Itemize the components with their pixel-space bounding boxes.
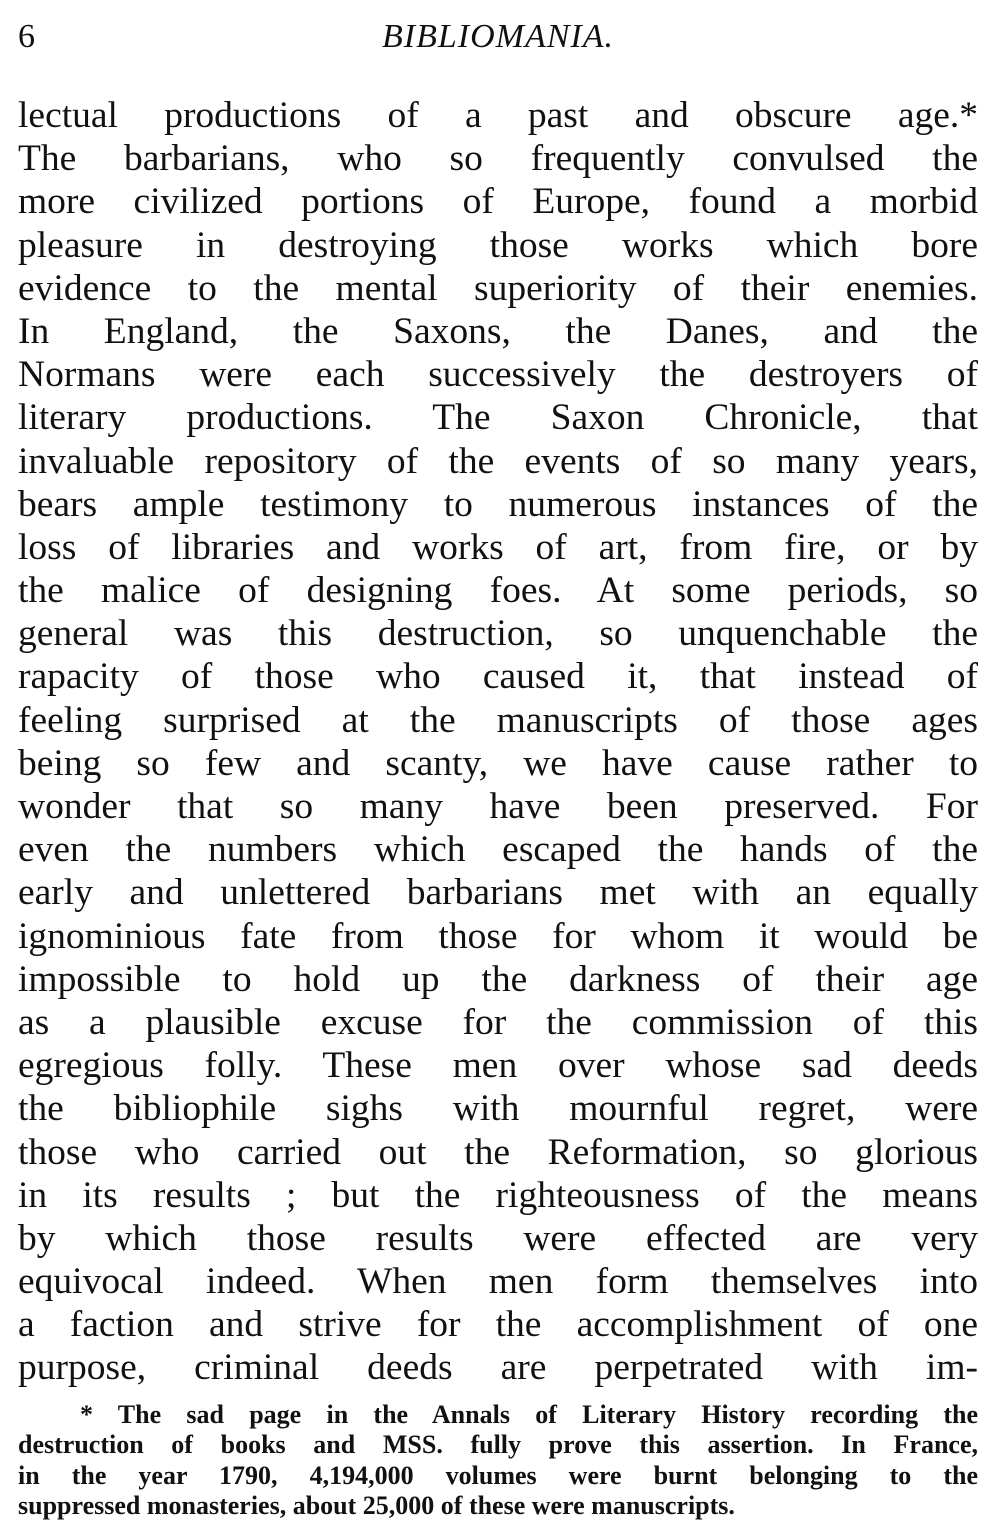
text-line: equivocal indeed. When men form themselves into bbox=[18, 1261, 978, 1303]
text-line: the bibliophile sighs with mournful regret, were bbox=[18, 1088, 978, 1130]
text-line: invaluable repository of the events of so many years, bbox=[18, 440, 978, 482]
footnote-line: suppressed monasteries, about 25,000 of these were manuscripts. bbox=[18, 1491, 735, 1521]
footnote-line: in the year 1790, 4,194,000 volumes were burnt belonging to the bbox=[18, 1460, 978, 1490]
footnote-line: destruction of books and MSS. fully prove this assertion. In France, bbox=[18, 1430, 978, 1460]
text-line: Normans were each successively the destroyers of bbox=[18, 354, 978, 396]
text-line: general was this destruction, so unquenchable the bbox=[18, 613, 978, 655]
text-line: egregious folly. These men over whose sad deeds bbox=[18, 1045, 978, 1087]
text-line: as a plausible excuse for the commission of this bbox=[18, 1001, 978, 1043]
page-number: 6 bbox=[18, 18, 35, 55]
text-line: those who carried out the Reformation, so glorious bbox=[18, 1131, 978, 1173]
text-line: In England, the Saxons, the Danes, and the bbox=[18, 310, 978, 352]
text-line: bears ample testimony to numerous instances of the bbox=[18, 483, 978, 525]
footnote bbox=[18, 1400, 978, 1522]
text-line: pleasure in destroying those works which bore bbox=[18, 224, 978, 266]
body-text bbox=[18, 94, 978, 1390]
text-line: feeling surprised at the manuscripts of those ages bbox=[18, 699, 978, 741]
book-page bbox=[18, 14, 978, 1522]
text-line: ignominious fate from those for whom it would be bbox=[18, 915, 978, 957]
text-line: literary productions. The Saxon Chronicle, that bbox=[18, 397, 978, 439]
running-title: BIBLIOMANIA. bbox=[381, 18, 614, 55]
text-line: early and unlettered barbarians met with an equally bbox=[18, 872, 978, 914]
text-line: by which those results were effected are very bbox=[18, 1217, 978, 1259]
text-line: even the numbers which escaped the hands of the bbox=[18, 829, 978, 871]
text-line: in its results ; but the righteousness of the means bbox=[18, 1174, 978, 1216]
text-line: being so few and scanty, we have cause rather to bbox=[18, 742, 978, 784]
text-line: wonder that so many have been preserved. For bbox=[18, 786, 978, 827]
text-line: evidence to the mental superiority of their enemies. bbox=[18, 267, 978, 309]
text-line: a faction and strive for the accomplishment of one bbox=[18, 1304, 978, 1346]
footnote-line: * The sad page in the Annals of Literary History recording the bbox=[80, 1399, 978, 1429]
text-line: loss of libraries and works of art, from fire, or by bbox=[18, 526, 978, 568]
text-line: more civilized portions of Europe, found a morbid bbox=[18, 181, 978, 223]
text-line: impossible to hold up the darkness of their age bbox=[18, 958, 978, 1000]
running-head bbox=[18, 14, 978, 60]
text-line: purpose, criminal deeds are perpetrated with im- bbox=[18, 1347, 978, 1389]
text-line: The barbarians, who so frequently convulsed the bbox=[18, 138, 978, 180]
text-line: the malice of designing foes. At some periods, so bbox=[18, 570, 978, 612]
text-line: lectual productions of a past and obscure age.* bbox=[18, 95, 978, 136]
text-line: rapacity of those who caused it, that instead of bbox=[18, 656, 978, 698]
